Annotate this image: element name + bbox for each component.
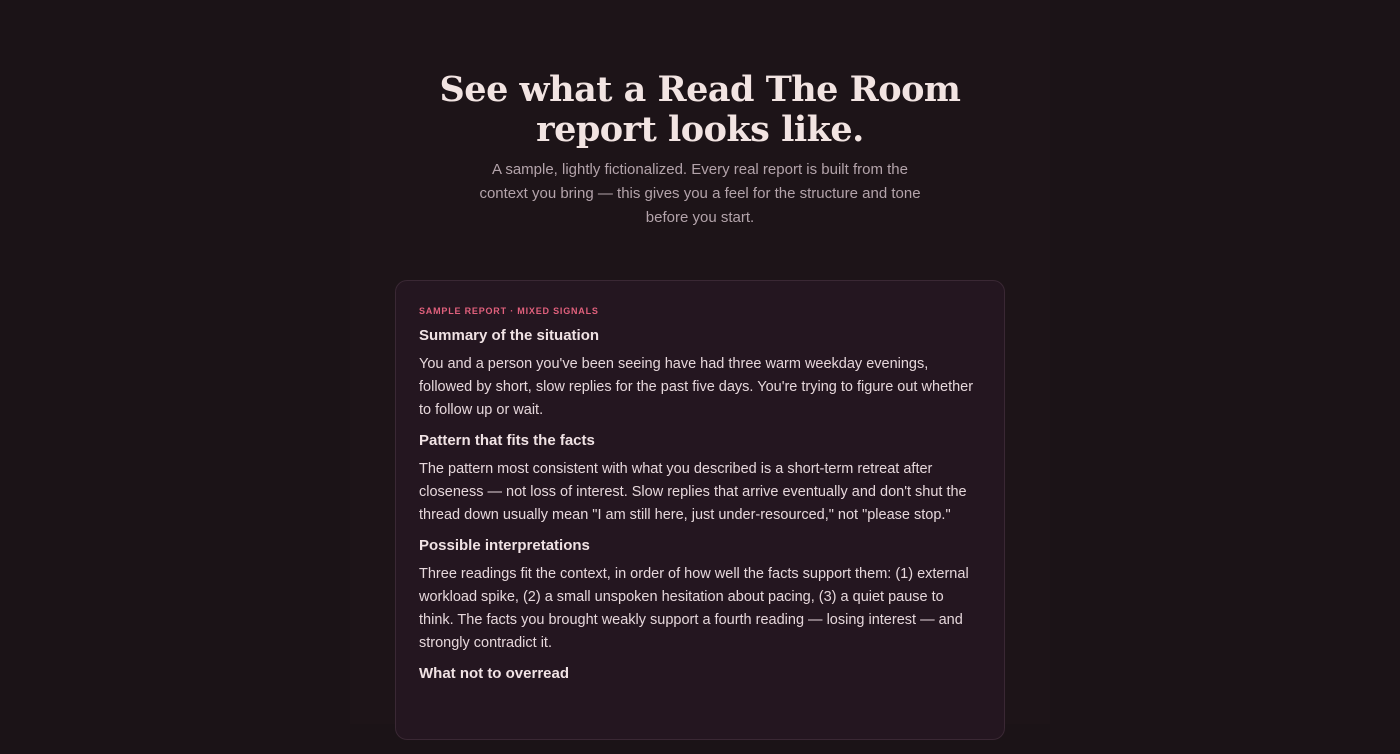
report-section-interpretations	[419, 535, 981, 655]
report-section-summary	[419, 325, 981, 422]
report-section-pattern	[419, 430, 981, 527]
sample-report-card[interactable]	[395, 280, 1005, 740]
page-subtitle: A sample, lightly fictionalized. Every real report is built from the context you bring — this gives you a feel for the structure and tone before you start.	[479, 161, 921, 226]
section-heading: Possible interpretations	[419, 537, 590, 554]
section-body: You and a person you've been seeing have had three warm weekday evenings, followed by short, slow replies for the past five days. You're trying to figure out whether to follow up or wait.	[419, 356, 974, 418]
page-title: See what a Read The Room report looks like.	[439, 69, 961, 150]
section-heading: Pattern that fits the facts	[419, 432, 595, 449]
section-heading: Summary of the situation	[419, 327, 600, 344]
section-body: Three readings fit the context, in order of how well the facts support them: (1) external workload spike, (2) a small unspoken hesitation about pacing, (3) a quiet pause to think. The facts you brought weakly support a fourth reading — losing interest — and strongly contradict it.	[419, 566, 969, 651]
section-body: The pattern most consistent with what you described is a short-term retreat after closeness — not loss of interest. Slow replies that arrive eventually and don't shut the thread down usually mean "I am still here, just under-resourced," not "please stop."	[419, 461, 967, 523]
section-heading: What not to overread	[419, 665, 570, 682]
report-eyebrow-label: SAMPLE REPORT · MIXED SIGNALS	[419, 306, 599, 316]
hero-section	[0, 70, 1400, 230]
report-section-not-overread	[419, 663, 981, 685]
